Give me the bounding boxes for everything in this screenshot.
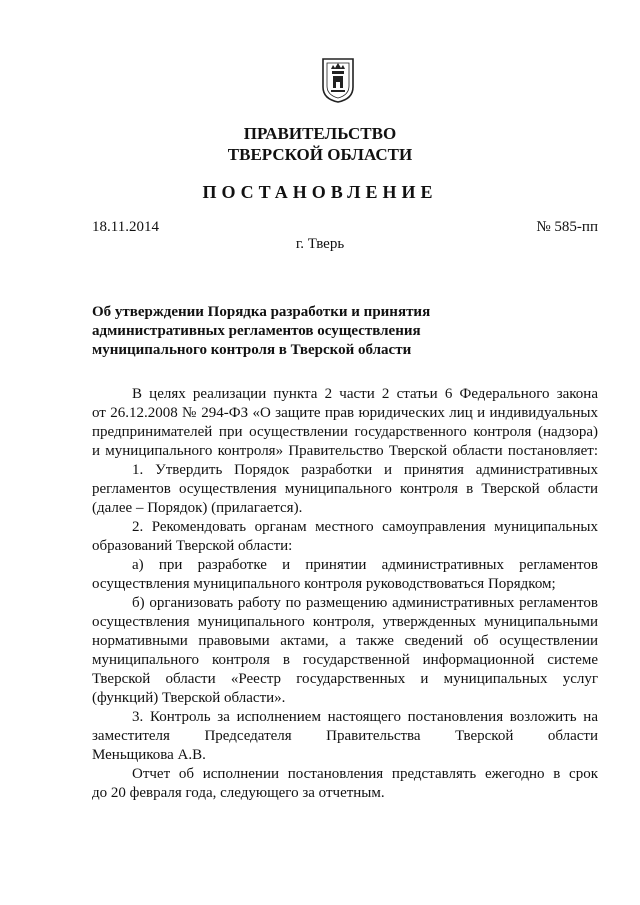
government-name-line2: ТВЕРСКОЙ ОБЛАСТИ xyxy=(227,145,413,164)
document-body xyxy=(92,385,598,803)
subject-line: муниципального контроля в Тверской области xyxy=(92,342,412,358)
body-line: осуществления муниципального контроля руководствоваться Порядком; xyxy=(92,576,556,592)
coat-of-arms-icon xyxy=(321,57,355,103)
body-line: муниципального контроля в государственной информационной системе xyxy=(92,652,598,668)
body-line: образований Тверской области: xyxy=(92,538,293,554)
document-city: г. Тверь xyxy=(295,236,345,252)
subject-line: административных регламентов осуществления xyxy=(92,323,421,339)
subject-line: Об утверждении Порядка разработки и принятия xyxy=(92,304,431,320)
body-line: нормативными правовыми актами, а также сведений об осуществлении xyxy=(92,633,598,649)
body-line: 3. Контроль за исполнением настоящего постановления возложить на xyxy=(132,709,598,725)
body-line: 1. Утвердить Порядок разработки и принятия административных xyxy=(132,462,598,478)
document-type-title: ПОСТАНОВЛЕНИЕ xyxy=(202,182,438,202)
body-line: заместителя Председателя Правительства Тверской области xyxy=(92,728,598,744)
body-line: Меньщикова А.В. xyxy=(92,747,206,763)
body-line: 2. Рекомендовать органам местного самоуправления муниципальных xyxy=(132,519,598,535)
body-line: регламентов осуществления муниципального контроля в Тверской области xyxy=(92,481,598,497)
body-line: Тверской области «Реестр государственных и муниципальных услуг xyxy=(92,671,598,687)
government-name-line1: ПРАВИТЕЛЬСТВО xyxy=(243,124,397,143)
document-date: 18.11.2014 xyxy=(92,219,159,235)
body-line: (далее – Порядок) (прилагается). xyxy=(92,500,303,516)
body-line: а) при разработке и принятии административных регламентов xyxy=(132,557,598,573)
body-line: до 20 февраля года, следующего за отчетным. xyxy=(92,785,385,801)
body-line: и муниципального контроля» Правительство Тверской области постановляет: xyxy=(92,443,598,459)
body-line: осуществления муниципального контроля, утвержденных муниципальными xyxy=(92,614,598,630)
document-subject xyxy=(92,303,492,360)
body-line: б) организовать работу по размещению административных регламентов xyxy=(132,595,598,611)
body-line: (функций) Тверской области». xyxy=(92,690,286,706)
body-line: от 26.12.2008 № 294-ФЗ «О защите прав юридических лиц и индивидуальных xyxy=(92,405,598,421)
body-line: В целях реализации пункта 2 части 2 статьи 6 Федерального закона xyxy=(132,386,598,402)
document-number: № 585-пп xyxy=(536,219,598,235)
body-line: Отчет об исполнении постановления представлять ежегодно в срок xyxy=(132,766,598,782)
body-line: предпринимателей при осуществлении государственного контроля (надзора) xyxy=(92,424,598,440)
